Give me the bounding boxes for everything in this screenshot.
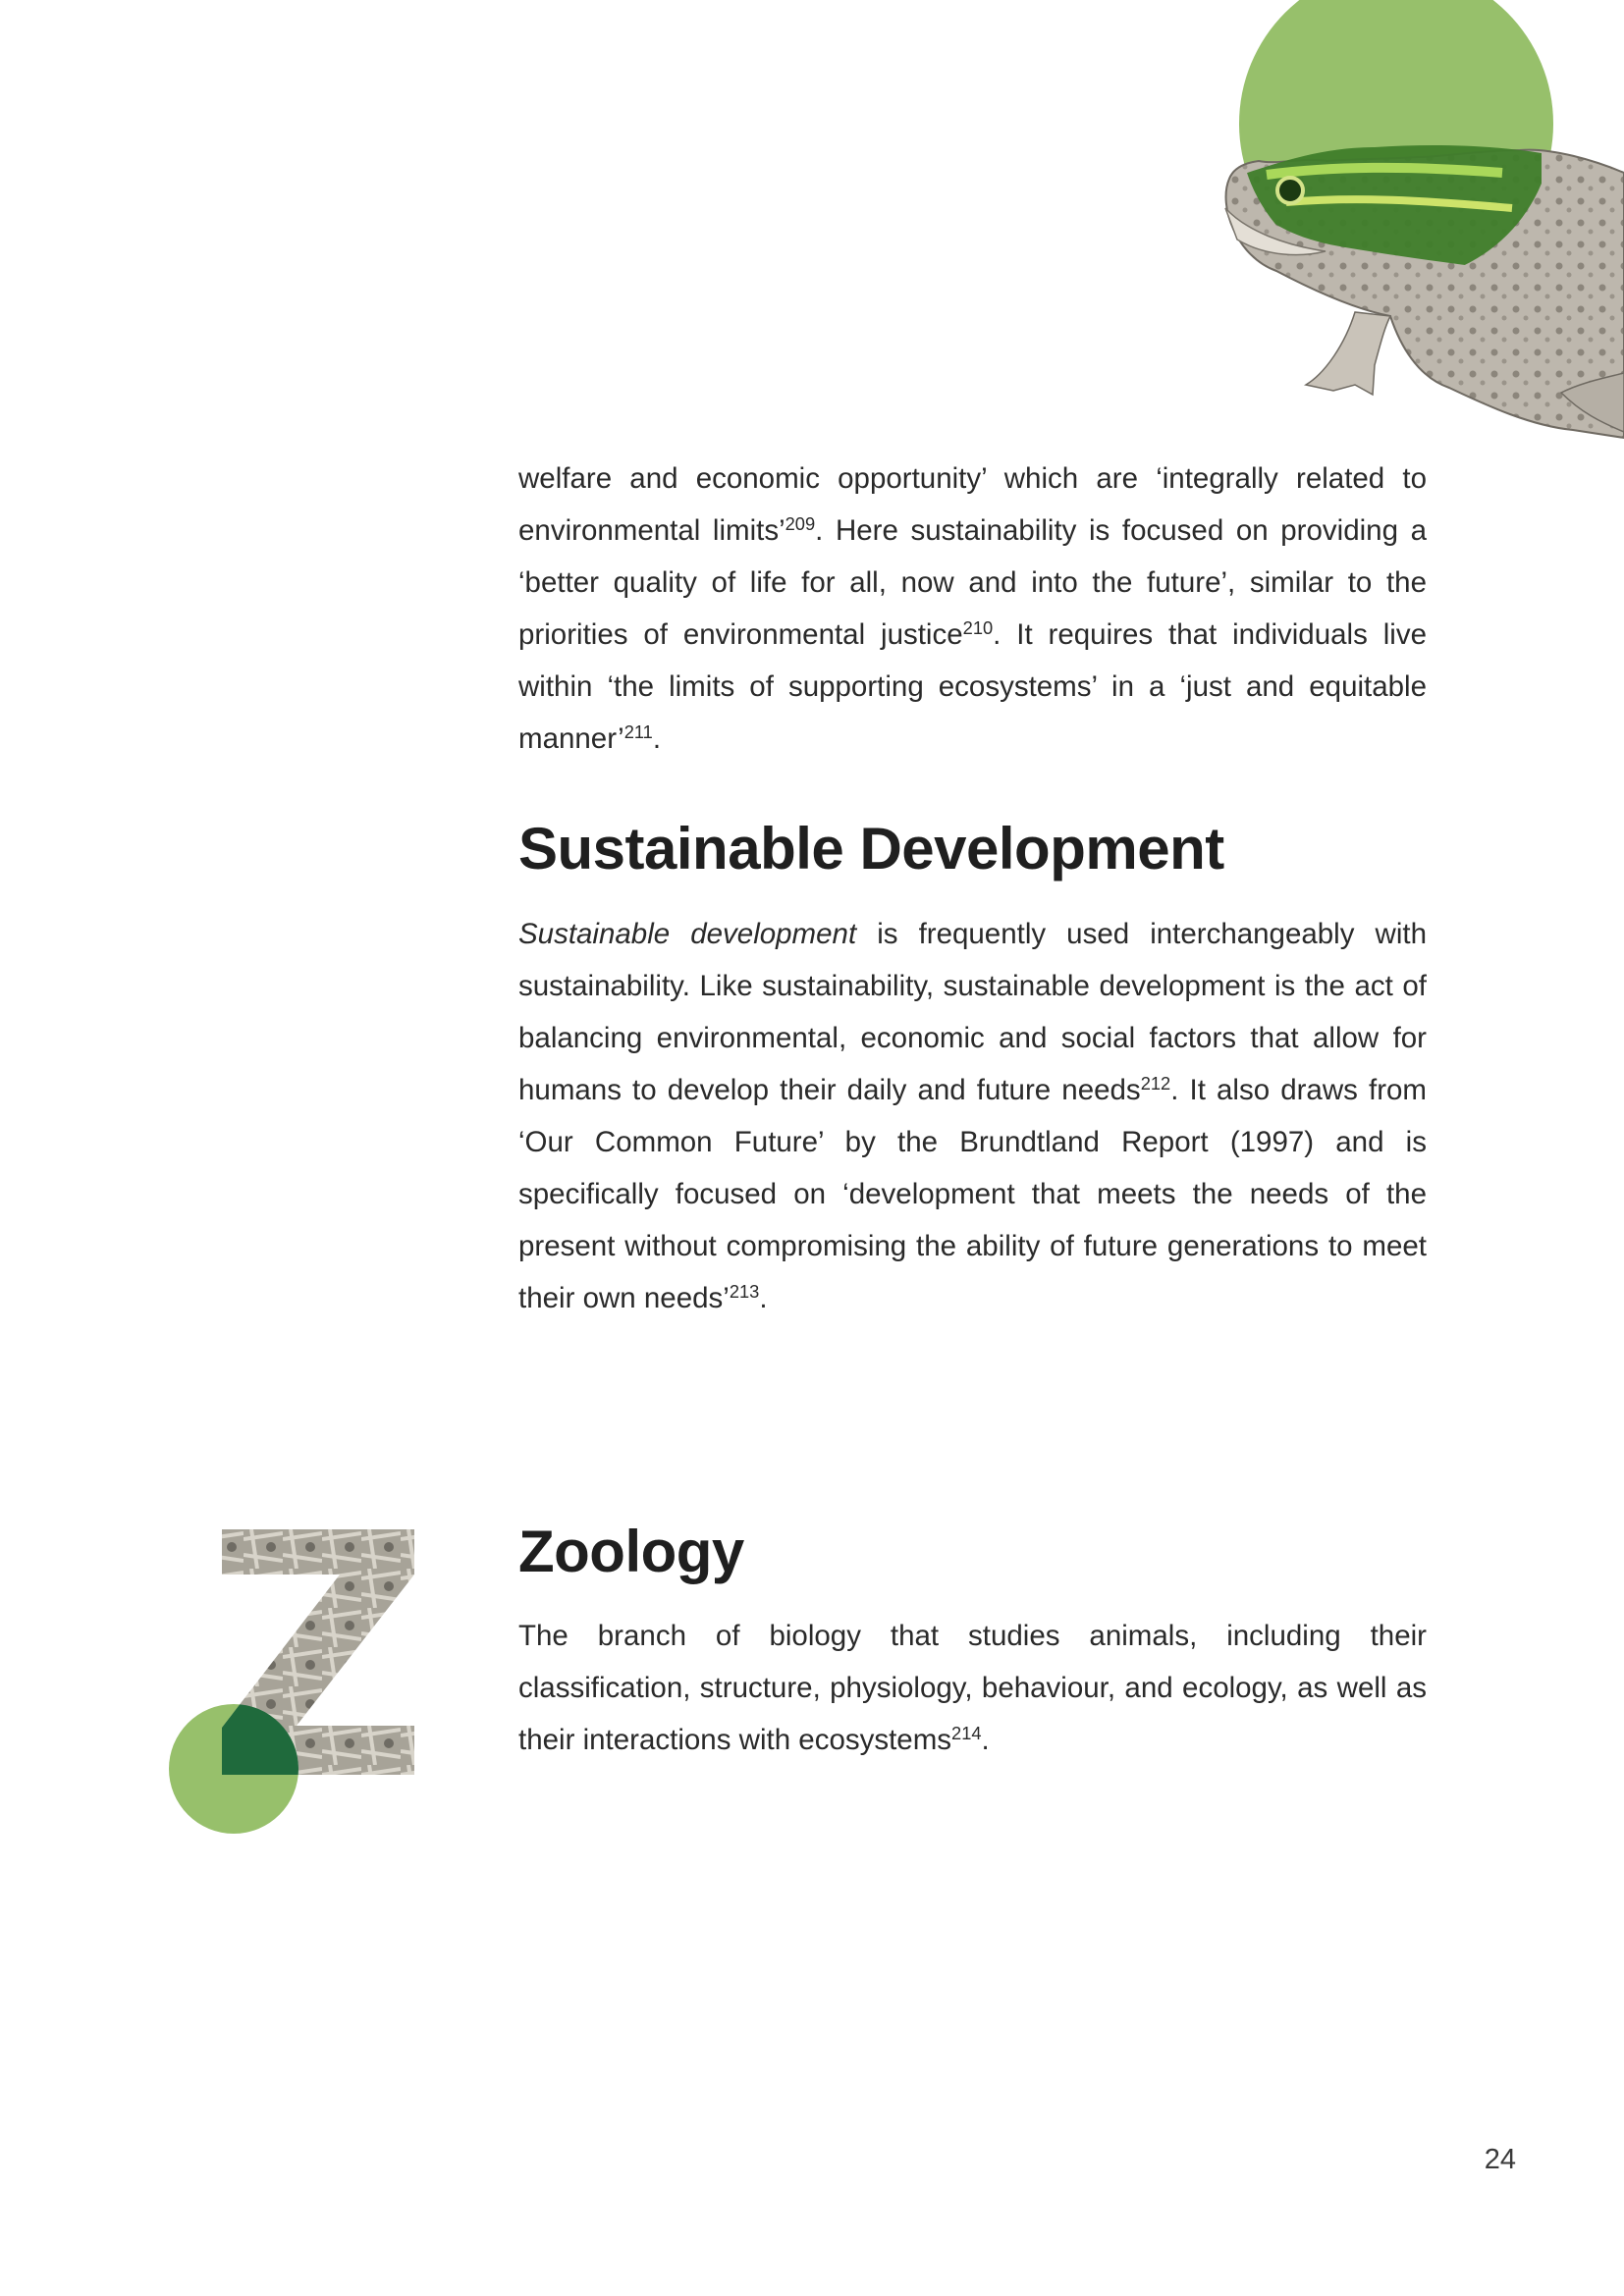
footnote-ref: 211 (623, 721, 653, 742)
paragraph-welfare (518, 453, 1427, 765)
text-run: welfare and economic opportunity’ which are ‘integrally related to environmental limits’ (518, 462, 1427, 547)
footnote-ref: 214 (951, 1722, 982, 1743)
text-run: is frequently used interchangeably with sustainability. Like sustainability, sustainable development is the act of balancing environmental, economic and social factors that allow for humans to develop their daily and future needs (518, 918, 1427, 1106)
footnote-ref: 210 (962, 616, 994, 638)
frog-illustration (1208, 0, 1624, 452)
text-run: . (759, 1282, 768, 1314)
text-run: . (981, 1724, 990, 1756)
heading-zoology: Zoology (518, 1519, 744, 1584)
heading-sustainable-development: Sustainable Development (518, 816, 1224, 881)
footnote-ref: 213 (729, 1280, 760, 1302)
text-run: . (652, 722, 662, 755)
footnote-ref: 212 (1140, 1072, 1171, 1094)
text-run: The branch of biology that studies animals, including their classification, structure, physiology, behaviour, and ecology, as well as their interactions with ecosystems (518, 1620, 1427, 1756)
text-run: . It requires that individuals live within ‘the limits of supporting ecosystems’ in a ‘just and equitable manner’ (518, 618, 1427, 755)
text-run: . Here sustainability is focused on providing a ‘better quality of life for all, now and into the future’, similar to the priorities of environmental justice (518, 514, 1427, 651)
footnote-ref: 209 (785, 512, 816, 534)
paragraph-zoology (518, 1610, 1427, 1766)
defined-term: Sustainable development (518, 918, 857, 950)
text-run: . It also draws from ‘Our Common Future’ by the Brundtland Report (1997) and is specifically focused on ‘development that meets the needs of the present without compromising the ability of future generations to meet their own needs’ (518, 1074, 1427, 1314)
letter-z-graphic (165, 1529, 420, 1843)
paragraph-sustainable-development (518, 908, 1427, 1324)
page-number: 24 (1484, 2144, 1516, 2175)
